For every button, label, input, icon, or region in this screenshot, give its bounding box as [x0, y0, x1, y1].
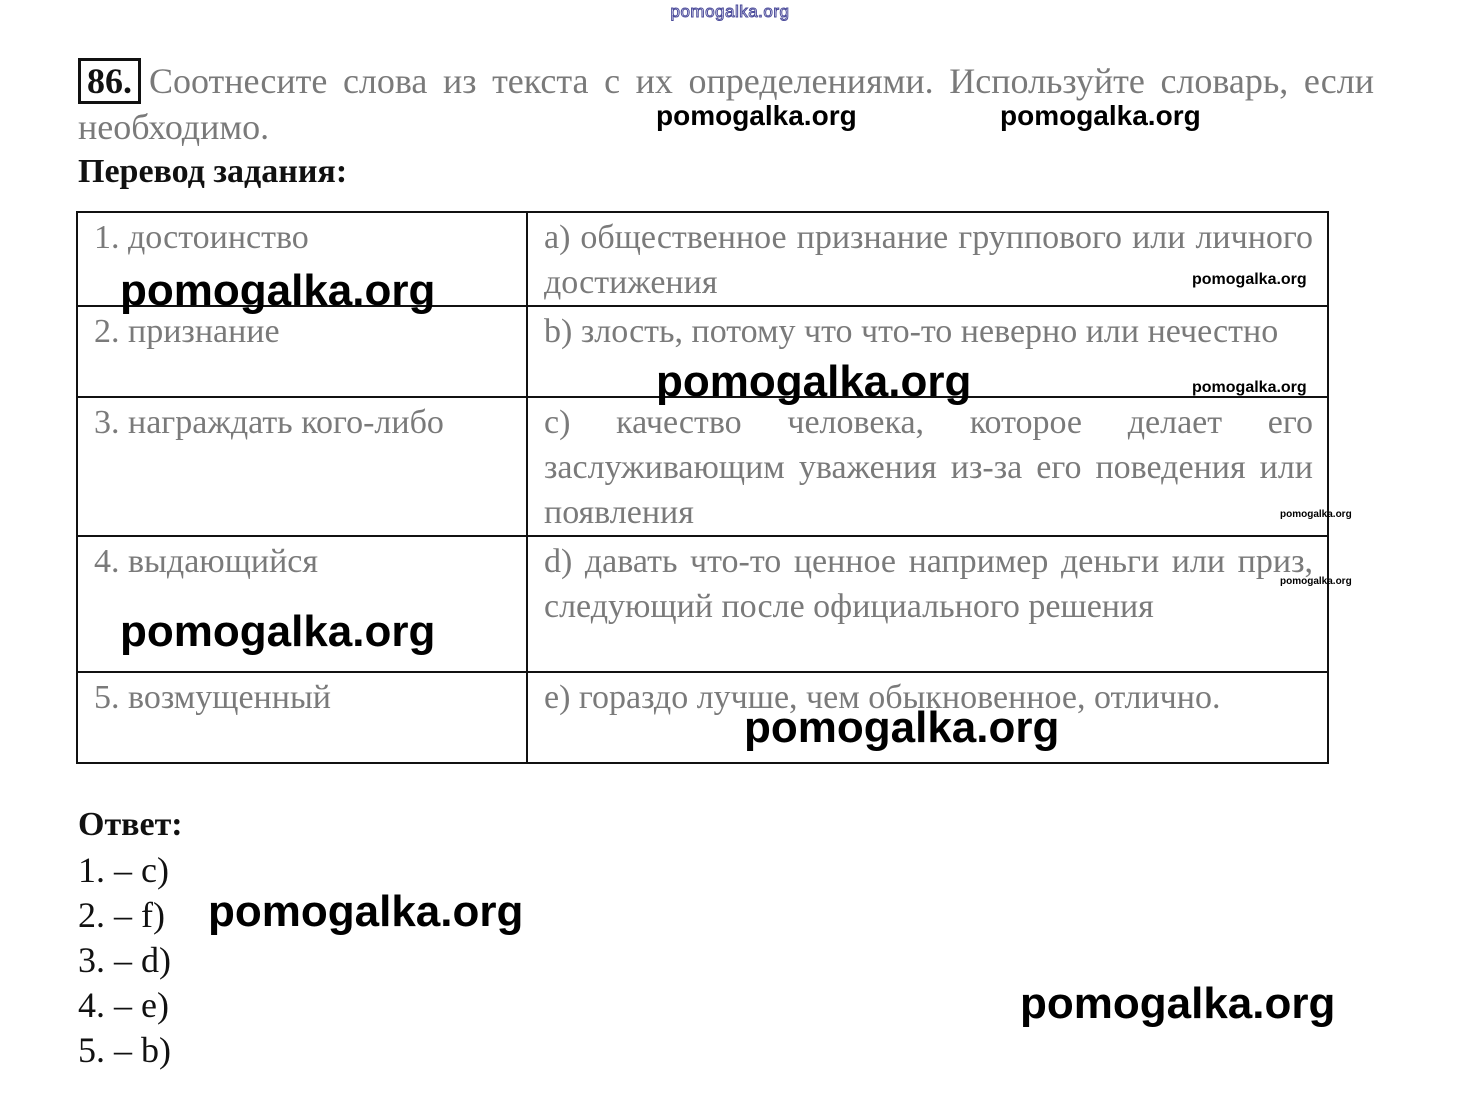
watermark: pomogalka.org	[1192, 379, 1307, 396]
watermark: pomogalka.org	[1280, 509, 1352, 520]
definition-cell: b) злость, потому что что-то неверно или нечестно	[527, 306, 1328, 397]
definition-cell: e) гораздо лучше, чем обыкновенное, отлично.	[527, 672, 1328, 763]
site-watermark-top: pomogalka.org	[670, 2, 790, 21]
definition-cell: a) общественное признание группового или личного достижения	[527, 212, 1328, 306]
definition-cell: d) давать что-то ценное например деньги или приз, следующий после официального решения	[527, 536, 1328, 672]
table-row	[77, 397, 1328, 536]
translation-heading: Перевод задания:	[78, 153, 348, 190]
term-cell: 5. возмущенный	[77, 672, 527, 763]
watermark: pomogalka.org	[120, 607, 436, 656]
definition-cell: c) качество человека, которое делает его заслуживающим уважения из-за его поведения или появления	[527, 397, 1328, 536]
watermark: pomogalka.org	[744, 703, 1060, 752]
answer-item: 1. – c)	[78, 850, 169, 890]
task-number: 86.	[78, 58, 141, 104]
term-cell: 3. награждать кого-либо	[77, 397, 527, 536]
term-cell: 4. выдающийся	[77, 536, 527, 672]
watermark: pomogalka.org	[656, 100, 857, 131]
watermark: pomogalka.org	[1192, 271, 1307, 288]
watermark: pomogalka.org	[656, 357, 972, 406]
watermark: pomogalka.org	[1020, 979, 1336, 1028]
watermark: pomogalka.org	[120, 266, 436, 315]
answer-heading: Ответ:	[78, 806, 183, 843]
task-text: Соотнесите слова из текста с их определениями. Используйте словарь, если необходимо.	[78, 61, 1374, 147]
answer-list	[78, 848, 171, 1073]
answer-item: 5. – b)	[78, 1030, 171, 1070]
table-row	[77, 672, 1328, 763]
watermark: pomogalka.org	[1280, 576, 1352, 587]
answer-item: 3. – d)	[78, 940, 171, 980]
term-cell: 1. достоинство	[77, 212, 527, 306]
watermark: pomogalka.org	[208, 887, 524, 936]
answer-item: 2. – f)	[78, 895, 165, 935]
term-cell: 2. признание	[77, 306, 527, 397]
watermark: pomogalka.org	[1000, 100, 1201, 131]
answer-item: 4. – e)	[78, 985, 169, 1025]
